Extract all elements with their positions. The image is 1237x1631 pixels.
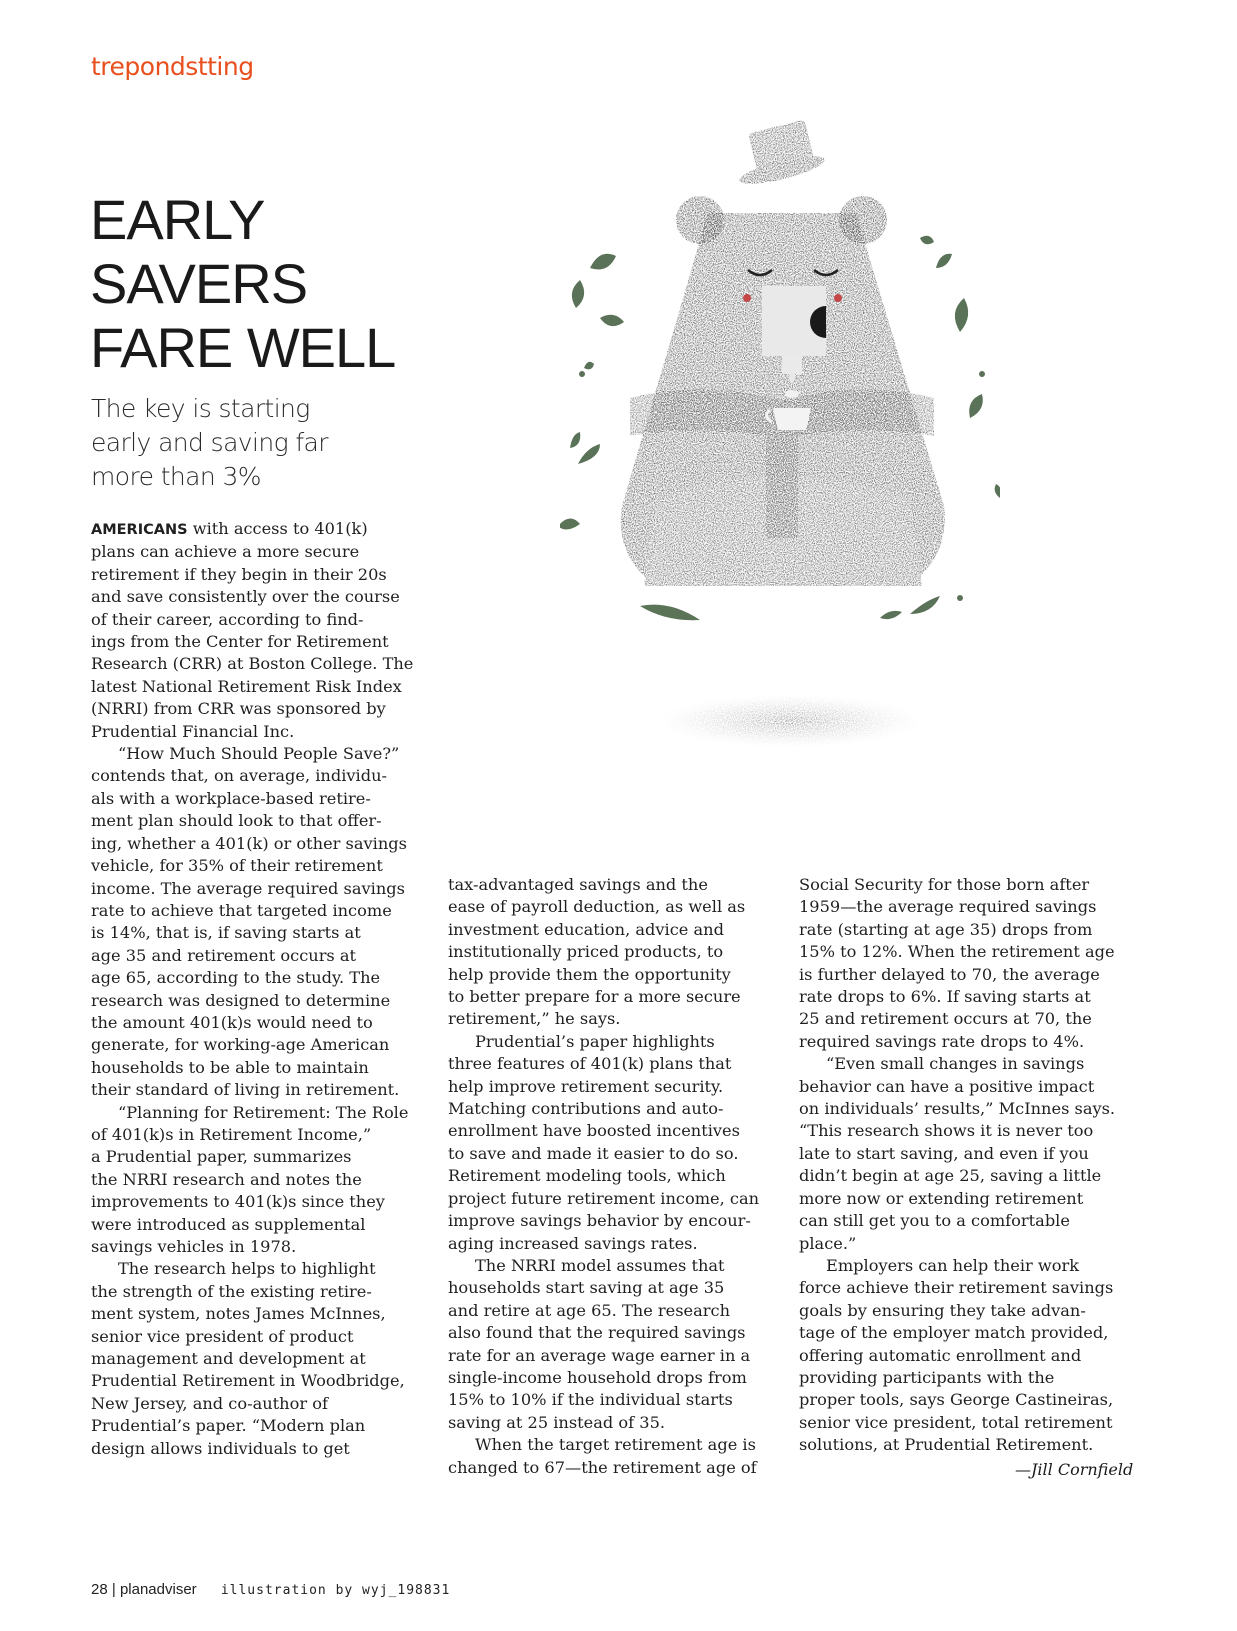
text-line: Prudential’s paper. “Modern plan	[91, 1416, 366, 1436]
text-line: 15% to 12%. When the retirement age	[799, 942, 1115, 962]
text-line: “Planning for Retirement: The Role	[118, 1102, 409, 1122]
text-line: a Prudential paper, summarizes	[91, 1147, 352, 1167]
ground-shadow	[660, 695, 920, 747]
text-line: “This research shows it is never too	[799, 1121, 1094, 1141]
bear-with-hat-holding-teacup-illustration	[560, 118, 1000, 762]
text-line: ing, whether a 401(k) or other savings	[91, 833, 407, 853]
text-line: New Jersey, and co-author of	[91, 1393, 328, 1413]
text-line: single-income household drops from	[448, 1367, 747, 1387]
text-line: vehicle, for 35% of their retirement	[91, 856, 383, 876]
text-line: retirement if they begin in their 20s	[91, 564, 387, 584]
text-line: rate for an average wage earner in a	[448, 1345, 751, 1365]
page-number: 28	[91, 1581, 108, 1598]
article-deck	[91, 392, 328, 494]
text-line: ment plan should look to that offer-	[91, 811, 382, 831]
text-line: generate, for working-age American	[91, 1035, 390, 1055]
text-line: of 401(k)s in Retirement Income,”	[91, 1124, 372, 1144]
text-line: is further delayed to 70, the average	[799, 964, 1100, 984]
publication-name: planadviser	[119, 1581, 197, 1598]
text-line: institutionally priced products, to	[448, 942, 724, 962]
illustration-credit: illustration by wyj_198831	[220, 1583, 451, 1598]
text-line: didn’t begin at age 25, saving a little	[799, 1166, 1102, 1186]
text-line: Employers can help their work	[826, 1255, 1080, 1275]
text-line: of their career, according to find-	[91, 609, 364, 629]
text-line: changed to 67—the retirement age of	[448, 1457, 757, 1477]
text-line: to save and made it easier to do so.	[448, 1143, 739, 1163]
text-line: als with a workplace-based retire-	[91, 788, 371, 808]
text-line: plans can achieve a more secure	[91, 542, 360, 562]
text-line: Retirement modeling tools, which	[448, 1166, 726, 1186]
text-line: place.”	[799, 1233, 857, 1253]
text-line: proper tools, says George Castineiras,	[799, 1390, 1114, 1410]
text-line: Social Security for those born after	[799, 875, 1090, 894]
text-line: ease of payroll deduction, as well as	[448, 897, 746, 917]
article-column-3	[799, 874, 1115, 1457]
headline-line: FARE WELL	[90, 316, 396, 379]
text-line: 25 and retirement occurs at 70, the	[799, 1009, 1092, 1029]
text-line: senior vice president of product	[91, 1326, 354, 1346]
text-line: age 35 and retirement occurs at	[91, 945, 357, 965]
text-line: retirement,” he says.	[448, 1009, 621, 1029]
text-line: help improve retirement security.	[448, 1076, 724, 1096]
text-line: and retire at age 65. The research	[448, 1300, 731, 1320]
deck-line: The key is starting	[91, 394, 310, 423]
text-line: late to start saving, and even if you	[799, 1143, 1089, 1163]
text-line: offering automatic enrollment and	[799, 1345, 1082, 1365]
text-line: can still get you to a comfortable	[799, 1211, 1070, 1231]
text-line: tage of the employer match provided,	[799, 1323, 1109, 1343]
text-line: latest National Retirement Risk Index	[91, 676, 402, 696]
text-line: 1959—the average required savings	[799, 897, 1097, 917]
text-line: research was designed to determine	[91, 990, 391, 1010]
text-line: were introduced as supplemental	[91, 1214, 366, 1234]
text-line: income. The average required savings	[91, 878, 405, 898]
text-line	[91, 518, 413, 541]
text-line: ings from the Center for Retirement	[91, 632, 389, 652]
text-line: saving at 25 instead of 35.	[448, 1412, 666, 1432]
text-line: Prudential’s paper highlights	[475, 1031, 715, 1051]
text-line: age 65, according to the study. The	[91, 968, 381, 988]
text-line: is 14%, that is, if saving starts at	[91, 923, 361, 943]
deck-line: early and saving far	[91, 428, 328, 457]
text-line: required savings rate drops to 4%.	[799, 1031, 1085, 1051]
text-line: Research (CRR) at Boston College. The	[91, 654, 414, 674]
text-line: force achieve their retirement savings	[799, 1278, 1114, 1298]
text-line: (NRRI) from CRR was sponsored by	[91, 699, 386, 719]
text-line: contends that, on average, individu-	[91, 766, 387, 786]
article-column-1	[91, 518, 413, 1460]
section-tag: trepondstting	[91, 52, 254, 81]
page-footer	[91, 1581, 450, 1598]
text-line: the NRRI research and notes the	[91, 1169, 362, 1189]
text-line: “Even small changes in savings	[826, 1054, 1085, 1074]
author-byline: —Jill Cornfield	[1015, 1460, 1134, 1479]
text-line: on individuals’ results,” McInnes says.	[799, 1099, 1116, 1119]
text-line: investment education, advice and	[448, 919, 724, 939]
text-line: The research helps to highlight	[118, 1259, 376, 1279]
text-line: senior vice president, total retirement	[799, 1412, 1113, 1432]
text-line: project future retirement income, can	[448, 1188, 760, 1208]
text-line: 15% to 10% if the individual starts	[448, 1390, 733, 1410]
text-line: improve savings behavior by encour-	[448, 1211, 751, 1231]
text-line: management and development at	[91, 1349, 366, 1369]
text-line: providing participants with the	[799, 1367, 1055, 1387]
text-line: also found that the required savings	[448, 1323, 746, 1343]
text-line: the strength of the existing retire-	[91, 1281, 372, 1301]
text-line: rate to achieve that targeted income	[91, 900, 392, 920]
footer-separator: |	[111, 1581, 116, 1598]
headline-line: SAVERS	[90, 252, 308, 315]
text-line: “How Much Should People Save?”	[118, 744, 400, 764]
text-line: rate (starting at age 35) drops from	[799, 919, 1093, 939]
text-line: enrollment have boosted incentives	[448, 1121, 740, 1141]
text-line: The NRRI model assumes that	[475, 1255, 725, 1275]
text-line: improvements to 401(k)s since they	[91, 1192, 385, 1212]
text-fragment: with access to 401(k)	[187, 519, 368, 538]
text-line: savings vehicles in 1978.	[91, 1237, 297, 1256]
text-line: three features of 401(k) plans that	[448, 1054, 732, 1074]
hat-icon	[737, 120, 827, 190]
text-line: tax-advantaged savings and the	[448, 875, 708, 894]
text-line: solutions, at Prudential Retirement.	[799, 1435, 1094, 1455]
text-line: rate drops to 6%. If saving starts at	[799, 987, 1091, 1007]
text-line: and save consistently over the course	[91, 587, 400, 607]
headline-line: EARLY	[90, 188, 265, 251]
text-line: to better prepare for a more secure	[448, 987, 741, 1007]
article-headline	[90, 188, 395, 380]
article-column-2	[448, 874, 759, 1479]
text-line: goals by ensuring they take advan-	[799, 1300, 1086, 1320]
text-line: behavior can have a positive impact	[799, 1076, 1095, 1096]
text-line: more now or extending retirement	[799, 1188, 1084, 1208]
text-line: ment system, notes James McInnes,	[91, 1304, 386, 1324]
deck-line: more than 3%	[91, 462, 261, 491]
text-line: households start saving at age 35	[448, 1278, 725, 1298]
text-line: households to be able to maintain	[91, 1057, 369, 1077]
text-line: aging increased savings rates.	[448, 1233, 698, 1253]
text-line: When the target retirement age is	[475, 1435, 756, 1455]
lead-word: AMERICANS	[91, 522, 188, 538]
text-line: design allows individuals to get	[91, 1438, 350, 1458]
text-line: the amount 401(k)s would need to	[91, 1012, 373, 1032]
text-line: help provide them the opportunity	[448, 964, 731, 984]
text-line: Prudential Retirement in Woodbridge,	[91, 1371, 405, 1391]
text-line: Matching contributions and auto-	[448, 1099, 724, 1119]
text-line: their standard of living in retirement.	[91, 1080, 400, 1100]
text-line: Prudential Financial Inc.	[91, 721, 295, 741]
